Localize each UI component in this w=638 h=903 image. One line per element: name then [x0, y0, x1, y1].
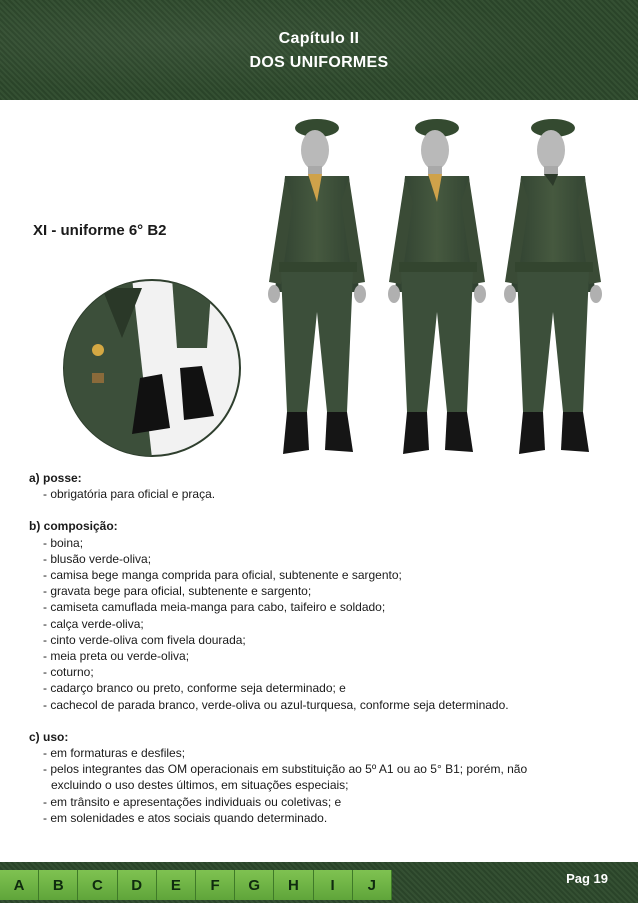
list-item: - cadarço branco ou preto, conforme seja determinado; e	[43, 681, 346, 696]
tab-c[interactable]: C	[78, 870, 117, 900]
section-title: XI - uniforme 6° B2	[33, 222, 167, 239]
list-item: - obrigatória para oficial e praça.	[43, 487, 216, 502]
list-item: - coturno;	[43, 665, 94, 680]
tab-b[interactable]: B	[39, 870, 78, 900]
list-item: - em solenidades e atos sociais quando determinado.	[43, 810, 328, 825]
page-number: Pag 19	[566, 871, 608, 886]
list-item: - blusão verde-oliva;	[43, 551, 152, 566]
uniform-figures-illustration	[255, 112, 605, 472]
tab-e[interactable]: E	[157, 870, 196, 900]
chapter-title: Capítulo II	[278, 30, 360, 47]
uniform-detail-illustration	[62, 278, 242, 458]
tab-i[interactable]: I	[314, 870, 353, 900]
tab-g[interactable]: G	[235, 870, 274, 900]
figure-subofficer	[388, 119, 486, 454]
list-item: - em trânsito e apresentações individuais ou coletivas; e	[43, 794, 342, 809]
list-item: - camiseta camuflada meia-manga para cabo, taifeiro e soldado;	[43, 600, 386, 615]
content-body	[29, 470, 619, 826]
section-b-label: b) composição:	[29, 519, 118, 534]
list-item: - cachecol de parada branco, verde-oliva ou azul-turquesa, conforme seja determinado.	[43, 697, 509, 712]
figure-soldier	[504, 119, 602, 454]
chapter-subtitle: DOS UNIFORMES	[249, 54, 389, 71]
section-c-label: c) uso:	[29, 729, 69, 744]
list-item: - camisa bege manga comprida para oficial, subtenente e sargento;	[43, 568, 402, 583]
list-item: - meia preta ou verde-oliva;	[43, 649, 190, 664]
list-item: - em formaturas e desfiles;	[43, 746, 186, 761]
tab-d[interactable]: D	[118, 870, 157, 900]
index-tabs	[0, 870, 392, 900]
chapter-header	[0, 0, 638, 100]
list-item: - pelos integrantes das OM operacionais em substituição ao 5º A1 ou ao 5° B1; porém, não	[43, 762, 528, 777]
tab-a[interactable]: A	[0, 870, 39, 900]
tab-f[interactable]: F	[196, 870, 235, 900]
tab-j[interactable]: J	[353, 870, 392, 900]
list-item-continuation: excluindo o uso destes últimos, em situações especiais;	[51, 778, 349, 793]
list-item: - gravata bege para oficial, subtenente e sargento;	[43, 584, 312, 599]
list-item: - calça verde-oliva;	[43, 616, 144, 631]
tab-h[interactable]: H	[274, 870, 313, 900]
list-item: - boina;	[43, 535, 84, 550]
figure-officer	[268, 119, 366, 454]
section-a-label: a) posse:	[29, 471, 82, 485]
list-item: - cinto verde-oliva com fivela dourada;	[43, 632, 246, 647]
